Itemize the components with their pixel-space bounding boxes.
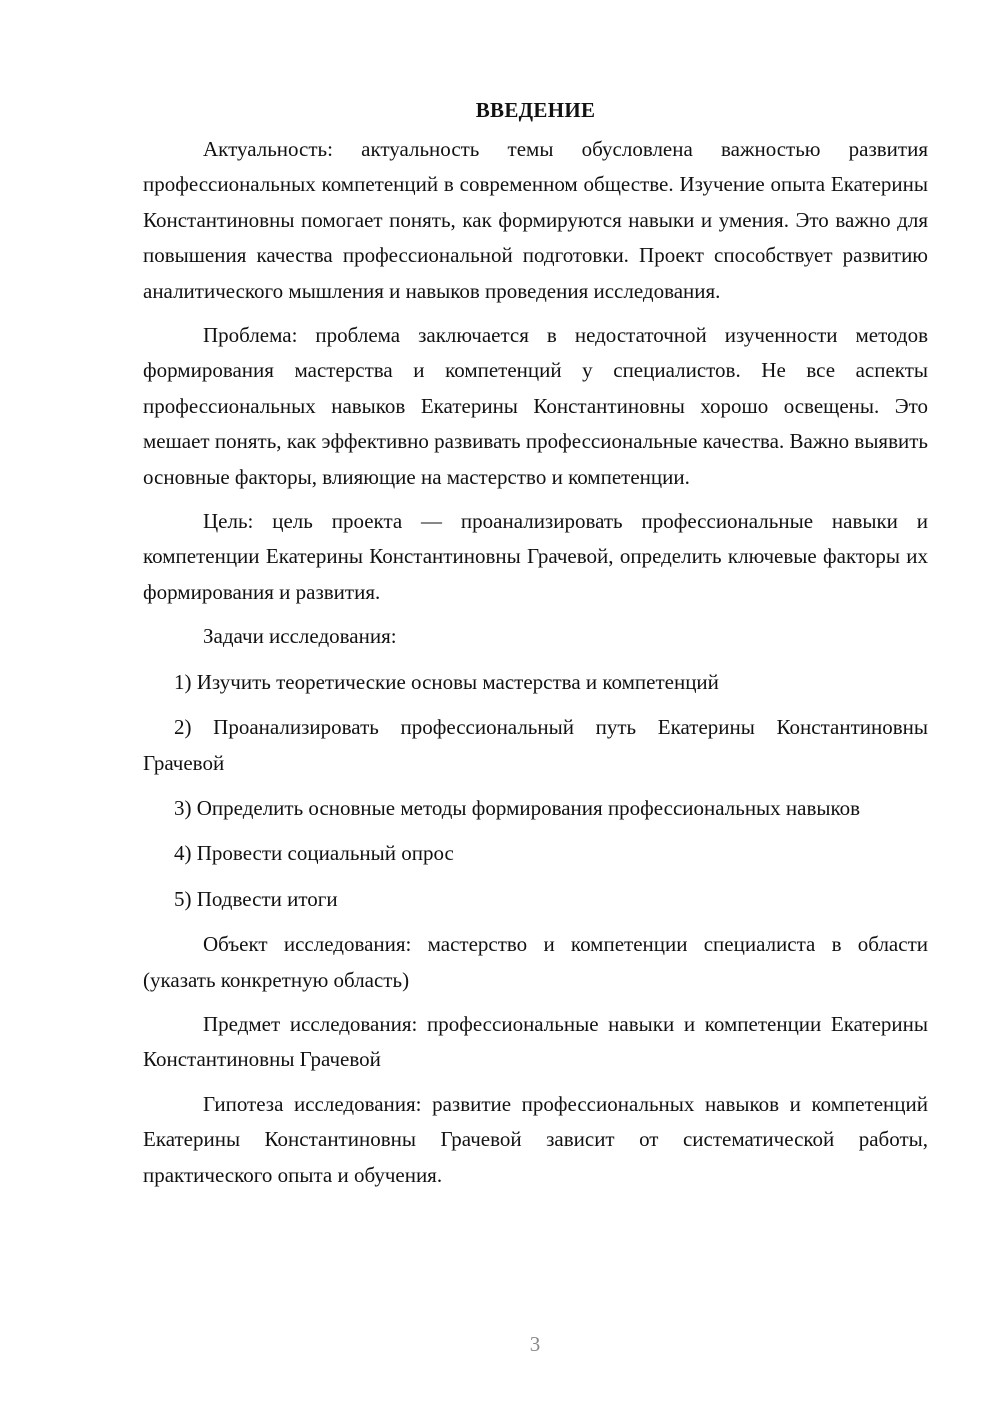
task-item-1: 1) Изучить теоретические основы мастерства и компетенций <box>174 669 719 694</box>
page-title: ВВЕДЕНИЕ <box>475 98 596 122</box>
task-item-2: 2) Проанализировать профессиональный путь Екатерины Константиновны Грачевой <box>143 715 928 775</box>
paragraph-subject: Предмет исследования: профессиональные навыки и компетенции Екатерины Константиновны Грачевой <box>143 1011 928 1072</box>
paragraph-object: Объект исследования: мастерство и компетенции специалиста в области (указать конкретную область) <box>143 932 928 992</box>
task-item-3: 3) Определить основные методы формирования профессиональных навыков <box>174 795 861 820</box>
task-item-5: 5) Подвести итоги <box>174 886 338 911</box>
paragraph-relevance: Актуальность: актуальность темы обусловлена важностью развития профессиональных компетенций в современном обществе. Изучение опыта Екатерины Константиновны помогает понять, как формируются навыки и умения. Это важно для повышения качества профессиональной подготовки. Проект способствует развитию аналитического мышления и навыков проведения исследования. <box>143 137 928 303</box>
tasks-heading: Задачи исследования: <box>203 624 397 649</box>
paragraph-goal: Цель: цель проекта — проанализировать профессиональные навыки и компетенции Екатерины Константиновны Грачевой, определить ключевые факторы их формирования и развития. <box>143 509 928 604</box>
document-page <box>143 92 928 1202</box>
page-number: 3 <box>529 1332 541 1356</box>
task-item-4: 4) Провести социальный опрос <box>174 841 454 866</box>
paragraph-problem: Проблема: проблема заключается в недостаточной изученности методов формирования мастерства и компетенций у специалистов. Не все аспекты профессиональных навыков Екатерины Константиновны хорошо освещены. Это мешает понять, как эффективно развивать профессиональные качества. Важно выявить основные факторы, влияющие на мастерство и компетенции. <box>143 323 928 489</box>
paragraph-hypothesis: Гипотеза исследования: развитие профессиональных навыков и компетенций Екатерины Константиновны Грачевой зависит от систематической работы, практического опыта и обучения. <box>143 1091 928 1187</box>
